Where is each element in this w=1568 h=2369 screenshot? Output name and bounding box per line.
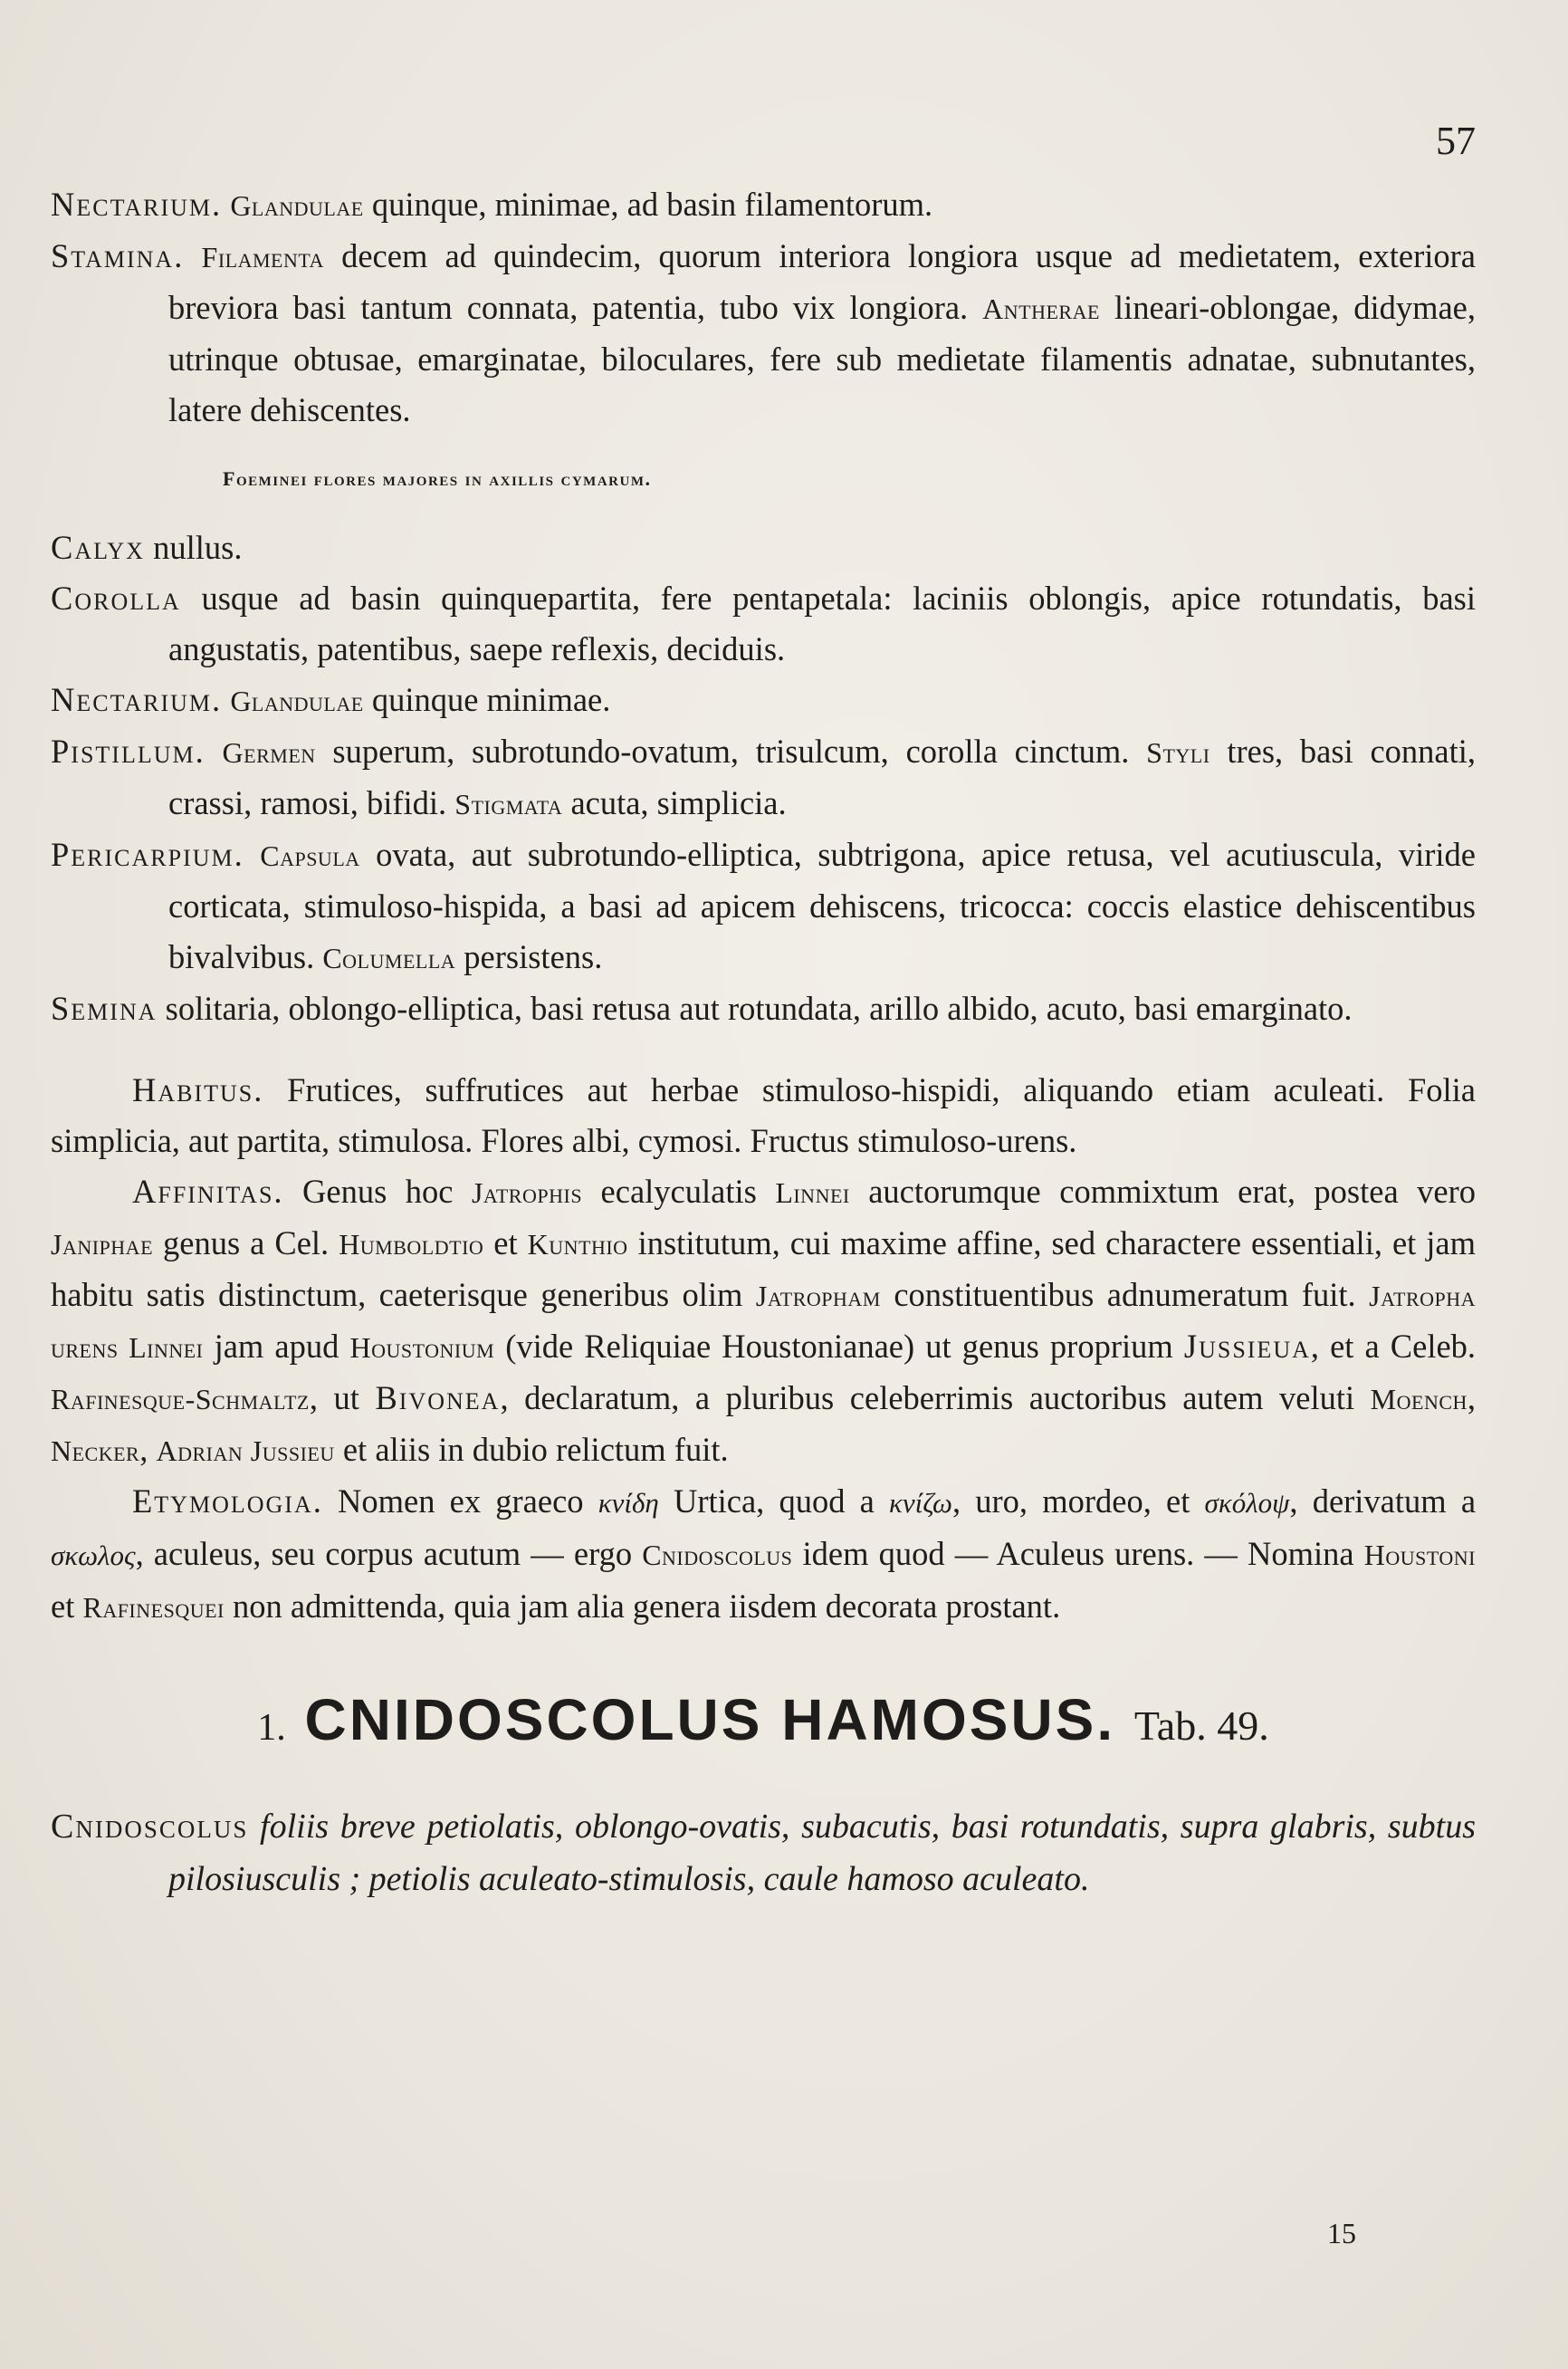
part-name: Stigmata — [454, 788, 563, 820]
description: ovata, aut subrotundo-elliptica, subtrigona, apice retusa, vel acutiuscula, viride corticata, stimuloso-hispida, a basi ad apicem dehiscens, tricocca: coccis elastice dehiscentibus bivalvibus. — [168, 836, 1477, 975]
text-run: , declaratum, a pluribus celeberrimis auctoribus autem veluti — [500, 1379, 1355, 1416]
greek-word: σκόλοψ — [1204, 1487, 1290, 1519]
calyx-paragraph — [51, 523, 1476, 573]
text-run: auctorumque commixtum erat, postea vero — [868, 1173, 1477, 1210]
text-run: Nomen ex graeco — [338, 1482, 584, 1520]
description: quinque minimae. — [371, 681, 611, 718]
stamina-paragraph — [51, 231, 1476, 436]
genus-name: Janiphae — [51, 1228, 154, 1261]
affinitas-paragraph — [51, 1166, 1476, 1476]
signature-mark: 15 — [1327, 2217, 1356, 2249]
genus-name: Jatropham — [755, 1280, 881, 1312]
species-number: 1. — [257, 1707, 286, 1749]
text-run: (vide Reliquiae Houstonianae) ut genus proprium — [505, 1328, 1173, 1365]
text-run: , derivatum a — [1289, 1482, 1477, 1520]
description: persistens. — [464, 938, 603, 975]
text-run: et — [51, 1587, 75, 1625]
part-name: Styli — [1146, 736, 1210, 769]
term: Semina — [51, 990, 158, 1027]
term: Calyx — [51, 529, 145, 566]
description: usque ad basin quinquepartita, fere pentapetala: laciniis oblongis, apice rotundatis, basi angustatis, patentibus, saepe reflexis, deciduis. — [168, 580, 1477, 667]
species-title: CNIDOSCOLUS HAMOSUS. — [304, 1687, 1116, 1752]
author-name: Humboldtio — [339, 1228, 484, 1261]
text-run: , ut — [309, 1379, 359, 1416]
author-name: Moench — [1370, 1383, 1468, 1415]
author-name: Adrian Jussieu — [156, 1434, 335, 1467]
text-run: constituentibus adnumeratum fuit. — [894, 1276, 1356, 1313]
part-name: Antherae — [982, 293, 1100, 325]
part-name: Germen — [222, 736, 316, 769]
subheading: Foeminei flores majores in axillis cymarum. — [223, 467, 652, 490]
part-name: Glandulae — [230, 685, 364, 717]
text-body — [51, 179, 1476, 1905]
author-name: Houstonium — [349, 1331, 495, 1364]
term: Pericarpium. — [51, 836, 244, 873]
genus-name: Cnidoscolus — [642, 1539, 793, 1571]
plate-reference: Tab. 49. — [1133, 1702, 1269, 1749]
part-name: Capsula — [260, 839, 360, 872]
author-name: Rafinesquei — [82, 1591, 225, 1624]
text-run: Urtica, quod a — [673, 1482, 875, 1520]
text-run: , uro, mordeo, et — [951, 1482, 1190, 1520]
text-run: non admittenda, quia jam alia genera iisdem decorata prostant. — [233, 1587, 1061, 1625]
nectarium-male-paragraph — [51, 179, 1476, 231]
greek-word: σκωλος — [51, 1539, 136, 1571]
nectarium-female-paragraph — [51, 675, 1476, 726]
description: acuta, simplicia. — [570, 784, 787, 821]
term: Nectarium. — [51, 186, 223, 223]
term: Nectarium. — [51, 681, 223, 718]
genus-name: Cnidoscolus — [51, 1808, 249, 1846]
greek-word: κνίδη — [598, 1487, 659, 1519]
author-name: Kunthio — [527, 1228, 628, 1261]
description: decem ad quindecim, quorum interiora longiora usque ad medietatem, exteriora breviora basi tantum connata, patentia, tubo vix longiora. — [168, 237, 1477, 326]
description: quinque, minimae, ad basin filamentorum. — [371, 186, 933, 223]
part-name: Glandulae — [230, 189, 364, 222]
text-run: et aliis in dubio relictum fuit. — [342, 1431, 729, 1468]
part-name: Columella — [322, 942, 456, 974]
genus-name: Jussieua — [1183, 1328, 1311, 1365]
corolla-paragraph — [51, 573, 1476, 675]
author-name: Necker — [51, 1434, 140, 1467]
text-run: , aculeus, seu corpus acutum — ergo — [135, 1535, 633, 1572]
description: tres, basi connati, crassi, ramosi, bifidi. — [168, 733, 1477, 821]
term: Habitus. — [132, 1071, 264, 1108]
greek-word: κνίζω — [889, 1487, 952, 1519]
text-run: , et a Celeb. — [1310, 1328, 1477, 1365]
page-number: 57 — [1436, 119, 1476, 163]
pericarpium-paragraph — [51, 830, 1476, 983]
part-name: Filamenta — [201, 241, 324, 273]
term: Pistillum. — [51, 733, 206, 770]
diagnosis-paragraph — [51, 1800, 1476, 1905]
etymologia-paragraph — [51, 1476, 1476, 1633]
description: superum, subrotundo-ovatum, trisulcum, corolla cinctum. — [332, 733, 1130, 770]
term: Etymologia. — [132, 1482, 323, 1520]
text-run: ecalyculatis — [600, 1173, 757, 1210]
habitus-paragraph — [51, 1065, 1476, 1166]
term: Corolla — [51, 580, 181, 617]
author-name: Linnei — [775, 1176, 850, 1209]
author-name: Houstoni — [1363, 1539, 1476, 1571]
species-heading — [51, 1683, 1476, 1764]
text-run: , — [139, 1431, 148, 1468]
author-name: Jatrophis — [471, 1176, 583, 1209]
description: lineari-oblongae, didymae, utrinque obtusae, emarginatae, biloculares, fere sub medietate filamentis adnatae, subnutantes, latere dehiscentes. — [168, 289, 1477, 428]
diagnosis-text: foliis breve petiolatis, oblongo-ovatis, subacutis, basi rotundatis, supra glabris, subtus pilosiusculis ; petiolis aculeato-stimulosis, caule hamoso aculeato. — [168, 1808, 1476, 1898]
description: solitaria, oblongo-elliptica, basi retusa aut rotundata, arillo albido, acuto, basi emarginato. — [165, 990, 1353, 1027]
text-run: Genus hoc — [302, 1173, 454, 1210]
genus-name: Bivonea — [375, 1379, 501, 1416]
term: Stamina. — [51, 237, 185, 274]
spacer — [51, 1034, 1476, 1065]
semina-paragraph — [51, 983, 1476, 1034]
description: nullus. — [153, 529, 243, 566]
text-run: et — [493, 1224, 518, 1261]
text-run: genus a Cel. — [163, 1224, 330, 1261]
term: Affinitas. — [132, 1173, 284, 1210]
text-run: idem quod — Aculeus urens. — Nomina — [802, 1535, 1354, 1572]
description: Frutices, suffrutices aut herbae stimuloso-hispidi, aliquando etiam aculeati. Folia simplicia, aut partita, stimulosa. Flores albi, cymosi. Fructus stimuloso-urens. — [51, 1071, 1477, 1159]
species-name: Jatropha urens Linnei — [51, 1280, 1477, 1364]
pistillum-paragraph — [51, 726, 1476, 830]
author-name: Rafinesque-Schmaltz — [51, 1383, 310, 1415]
text-run: , — [1467, 1379, 1477, 1416]
text-run: institutum, cui maxime affine, sed charactere essentiali, et jam habitu satis distinctum, caeterisque generibus olim — [51, 1224, 1477, 1313]
text-run: jam apud — [214, 1328, 339, 1365]
